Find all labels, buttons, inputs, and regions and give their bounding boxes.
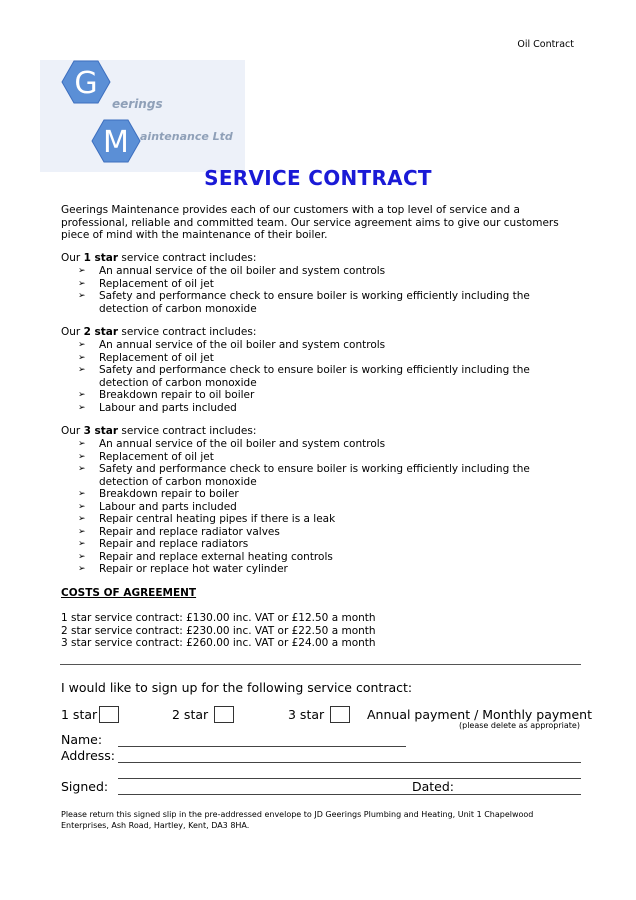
cost-line: 3 star service contract: £260.00 inc. VAT or £24.00 a month (61, 637, 376, 649)
list-item: ➢ Repair central heating pipes if there is a leak (78, 513, 336, 525)
arrow-bullet-icon: ➢ (78, 514, 86, 524)
arrow-bullet-icon: ➢ (78, 564, 86, 574)
arrow-bullet-icon: ➢ (78, 551, 86, 562)
arrow-bullet-icon: ➢ (78, 539, 86, 549)
option-1-star-label: 1 star (61, 707, 98, 722)
arrow-bullet-icon: ➢ (78, 501, 86, 512)
arrow-bullet-icon: ➢ (78, 340, 86, 350)
list-item: ➢ An annual service of the oil boiler and system controls (78, 438, 386, 450)
arrow-bullet-icon: ➢ (78, 266, 86, 276)
list-item: ➢ Labour and parts included (78, 401, 237, 414)
document-label: Oil Contract (517, 39, 574, 50)
address-field-line-2[interactable] (118, 778, 581, 779)
signup-prompt: I would like to sign up for the following service contract: (61, 680, 413, 695)
list-item: ➢ Repair and replace radiators (78, 538, 249, 550)
arrow-bullet-icon: ➢ (78, 526, 86, 537)
list-item: ➢ Labour and parts included (78, 500, 237, 513)
arrow-bullet-icon: ➢ (78, 352, 86, 363)
list-item: ➢ Breakdown repair to oil boiler (78, 389, 255, 401)
arrow-bullet-icon: ➢ (78, 451, 86, 462)
address-label: Address: (61, 748, 115, 763)
dated-label: Dated: (412, 779, 455, 794)
logo-word-geerings: eerings (112, 97, 163, 111)
intro-paragraph: Geerings Maintenance provides each of our customers with a top level of service and a professional, reliable and committed team. Our service agreement aims to give our customers piece of mind with the maintenance of their boiler. (61, 204, 559, 241)
arrow-bullet-icon: ➢ (78, 489, 86, 499)
option-2-star-checkbox[interactable] (214, 706, 234, 723)
section-2-list (78, 339, 568, 414)
list-item: ➢ Replacement of oil jet (78, 351, 214, 364)
return-instructions: Please return this signed slip in the pre-addressed envelope to JD Geerings Plumbing and Heating, Unit 1 Chapelwood Enterprises, Ash Road, Hartley, Kent, DA3 8HA. (61, 810, 534, 830)
costs-heading: COSTS OF AGREEMENT (61, 587, 197, 599)
logo-letter-g: G (74, 66, 98, 101)
signature-line[interactable] (118, 794, 581, 795)
address-field-line[interactable] (118, 762, 581, 763)
list-item: ➢ Replacement of oil jet (78, 277, 214, 290)
logo-graphic (40, 60, 245, 172)
list-item: ➢ Breakdown repair to boiler (78, 488, 239, 500)
option-1-star-checkbox[interactable] (99, 706, 119, 723)
list-item: ➢ Repair and replace external heating controls (78, 550, 333, 563)
list-item: ➢ Repair or replace hot water cylinder (78, 563, 288, 575)
company-logo (40, 60, 245, 172)
option-2-star-label: 2 star (172, 707, 209, 722)
section-2-lead: Our 2 star service contract includes: (61, 326, 257, 338)
cost-line: 2 star service contract: £230.00 inc. VAT or £22.50 a month (61, 624, 376, 637)
page-title: SERVICE CONTRACT (204, 166, 432, 190)
section-divider (60, 664, 581, 665)
logo-word-maintenance: aintenance Ltd (140, 130, 233, 143)
list-item: ➢ Safety and performance check to ensure boiler is working efficiently including the detection of carbon monoxide (78, 290, 530, 315)
logo-letter-m: M (103, 125, 129, 160)
section-1-lead: Our 1 star service contract includes: (61, 252, 257, 264)
delete-note: (please delete as appropriate) (459, 721, 580, 730)
cost-line: 1 star service contract: £130.00 inc. VAT or £12.50 a month (61, 612, 376, 624)
arrow-bullet-icon: ➢ (78, 291, 86, 301)
name-label: Name: (61, 732, 103, 747)
option-3-star-label: 3 star (288, 707, 325, 722)
arrow-bullet-icon: ➢ (78, 439, 86, 449)
list-item: ➢ Safety and performance check to ensure boiler is working efficiently including the detection of carbon monoxide (78, 463, 530, 488)
arrow-bullet-icon: ➢ (78, 390, 86, 400)
list-item: ➢ Repair and replace radiator valves (78, 525, 280, 538)
list-item: ➢ Safety and performance check to ensure boiler is working efficiently including the detection of carbon monoxide (78, 364, 530, 389)
section-3-list (78, 438, 568, 576)
payment-choice: Annual payment / Monthly payment (367, 707, 592, 722)
section-3-lead: Our 3 star service contract includes: (61, 425, 257, 437)
arrow-bullet-icon: ➢ (78, 402, 86, 413)
name-field-line[interactable] (118, 746, 406, 747)
list-item: ➢ An annual service of the oil boiler and system controls (78, 339, 386, 351)
arrow-bullet-icon: ➢ (78, 278, 86, 289)
option-3-star-checkbox[interactable] (330, 706, 350, 723)
costs-list (61, 612, 376, 650)
list-item: ➢ Replacement of oil jet (78, 450, 214, 463)
arrow-bullet-icon: ➢ (78, 464, 86, 474)
signed-label: Signed: (61, 779, 109, 794)
list-item: ➢ An annual service of the oil boiler and system controls (78, 265, 386, 277)
section-1-list (78, 265, 568, 315)
arrow-bullet-icon: ➢ (78, 365, 86, 375)
